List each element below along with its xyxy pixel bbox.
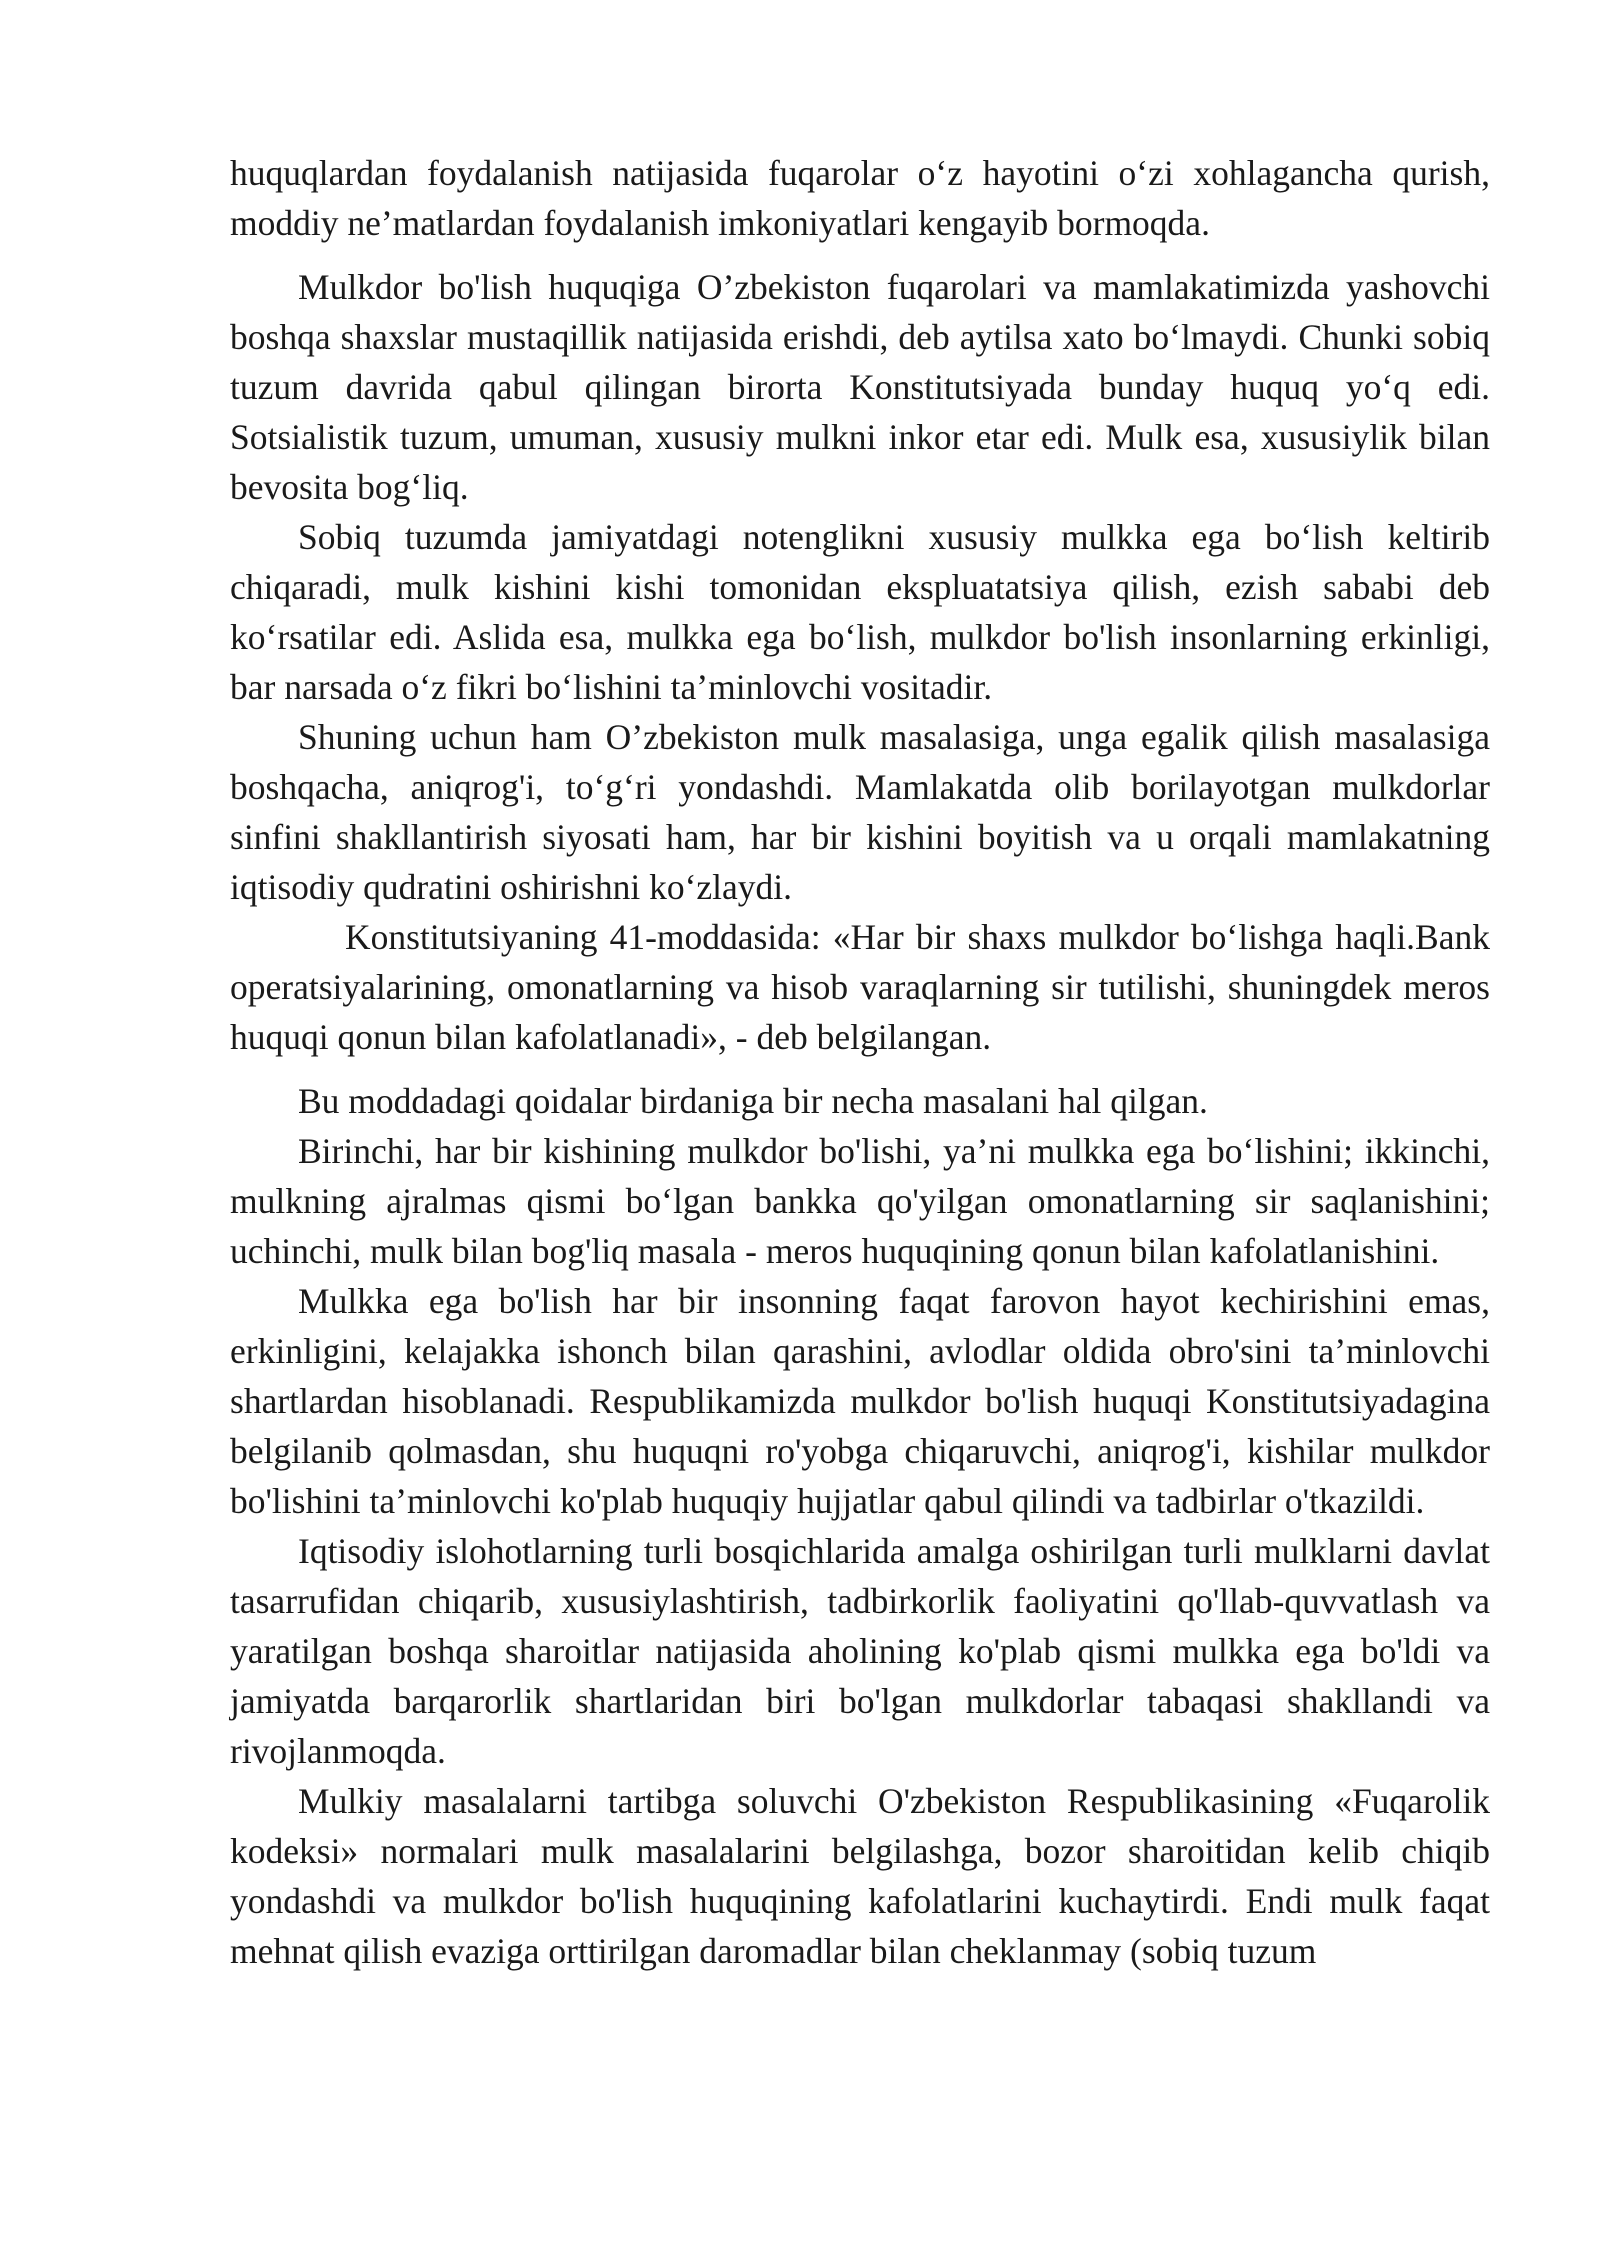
paragraph-10: Mulkiy masalalarni tartibga soluvchi O'zbekiston Respublikasining «Fuqarolik kodeksi» normalari mulk masalalarini belgilashga, bozor sharoitidan kelib chiqib yondashdi va mulkdor bo'lish huquqining kafolatlarini kuchaytirdi. Endi mulk faqat mehnat qilish evaziga orttirilgan daromadlar bilan cheklanmay (sobiq tuzum — [230, 1781, 1490, 1971]
paragraph-8: Mulkka ega bo'lish har bir insonning faqat farovon hayot kechirishini emas, erkinligini, kelajakka ishonch bilan qarashini, avlodlar oldida obro'sini ta’minlovchi shartlardan hisoblanadi. Respublikamizda mulkdor bo'lish huquqi Konstitutsiyadagina belgilanib qolmasdan, shu huquqni ro'yobga chiqaruvchi, aniqrog'i, kishilar mulkdor bo'lishini ta’minlovchi ko'plab huquqiy hujjatlar qabul qilindi va tadbirlar o'tkazildi. — [230, 1281, 1490, 1521]
paragraph-5: Konstitutsiyaning 41-moddasida: «Har bir shaxs mulkdor bo‘lishga haqli.Bank operatsiyalarining, omonatlarning va hisob varaqlarning sir tutilishi, shuningdek meros huquqi qonun bilan kafolatlanadi», - deb belgilangan. — [230, 917, 1490, 1057]
paragraph-4: Shuning uchun ham O’zbekiston mulk masalasiga, unga egalik qilish masalasiga boshqacha, aniqrog'i, to‘g‘ri yondashdi. Mamlakatda olib borilayotgan mulkdorlar sinfini shakllantirish siyosati ham, har bir kishini boyitish va u orqali mamlakatning iqtisodiy qudratini oshirishni ko‘zlaydi. — [230, 717, 1490, 907]
paragraph-6: Bu moddadagi qoidalar birdaniga bir necha masalani hal qilgan. — [298, 1081, 1208, 1121]
paragraph-2: Mulkdor bo'lish huquqiga O’zbekiston fuqarolari va mamlakatimizda yashovchi boshqa shaxslar mustaqillik natijasida erishdi, deb aytilsa xato bo‘lmaydi. Chunki sobiq tuzum davrida qabul qilingan birorta Konstitutsiyada bunday huquq yo‘q edi. Sotsialistik tuzum, umuman, xususiy mulkni inkor etar edi. Mulk esa, xususiylik bilan bevosita bog‘liq. — [230, 267, 1490, 507]
paragraph-7: Birinchi, har bir kishining mulkdor bo'lishi, ya’ni mulkka ega bo‘lishini; ikkinchi, mulkning ajralmas qismi bo‘lgan bankka qo'yilgan omonatlarning sir saqlanishini; uchinchi, mulk bilan bog'liq masala - meros huquqining qonun bilan kafolatlanishini. — [230, 1131, 1490, 1271]
paragraph-9: Iqtisodiy islohotlarning turli bosqichlarida amalga oshirilgan turli mulklarni davlat tasarrufidan chiqarib, xususiylashtirish, tadbirkorlik faoliyatini qo'llab-quvvatlash va yaratilgan boshqa sharoitlar natijasida aholining ko'plab qismi mulkka ega bo'ldi va jamiyatda barqarorlik shartlaridan biri bo'lgan mulkdorlar tabaqasi shakllandi va rivojlanmoqda. — [230, 1531, 1490, 1771]
paragraph-3: Sobiq tuzumda jamiyatdagi notenglikni xususiy mulkka ega bo‘lish keltirib chiqaradi, mulk kishini kishi tomonidan ekspluatatsiya qilish, ezish sababi deb ko‘rsatilar edi. Aslida esa, mulkka ega bo‘lish, mulkdor bo'lish insonlarning erkinligi, bar narsada o‘z fikri bo‘lishini ta’minlovchi vositadir. — [230, 517, 1490, 707]
paragraph-1: huquqlardan foydalanish natijasida fuqarolar o‘z hayotini o‘zi xohlagancha qurish, moddiy ne’matlardan foydalanish imkoniyatlari kengayib bormoqda. — [230, 153, 1490, 243]
document-page — [230, 148, 1490, 1976]
